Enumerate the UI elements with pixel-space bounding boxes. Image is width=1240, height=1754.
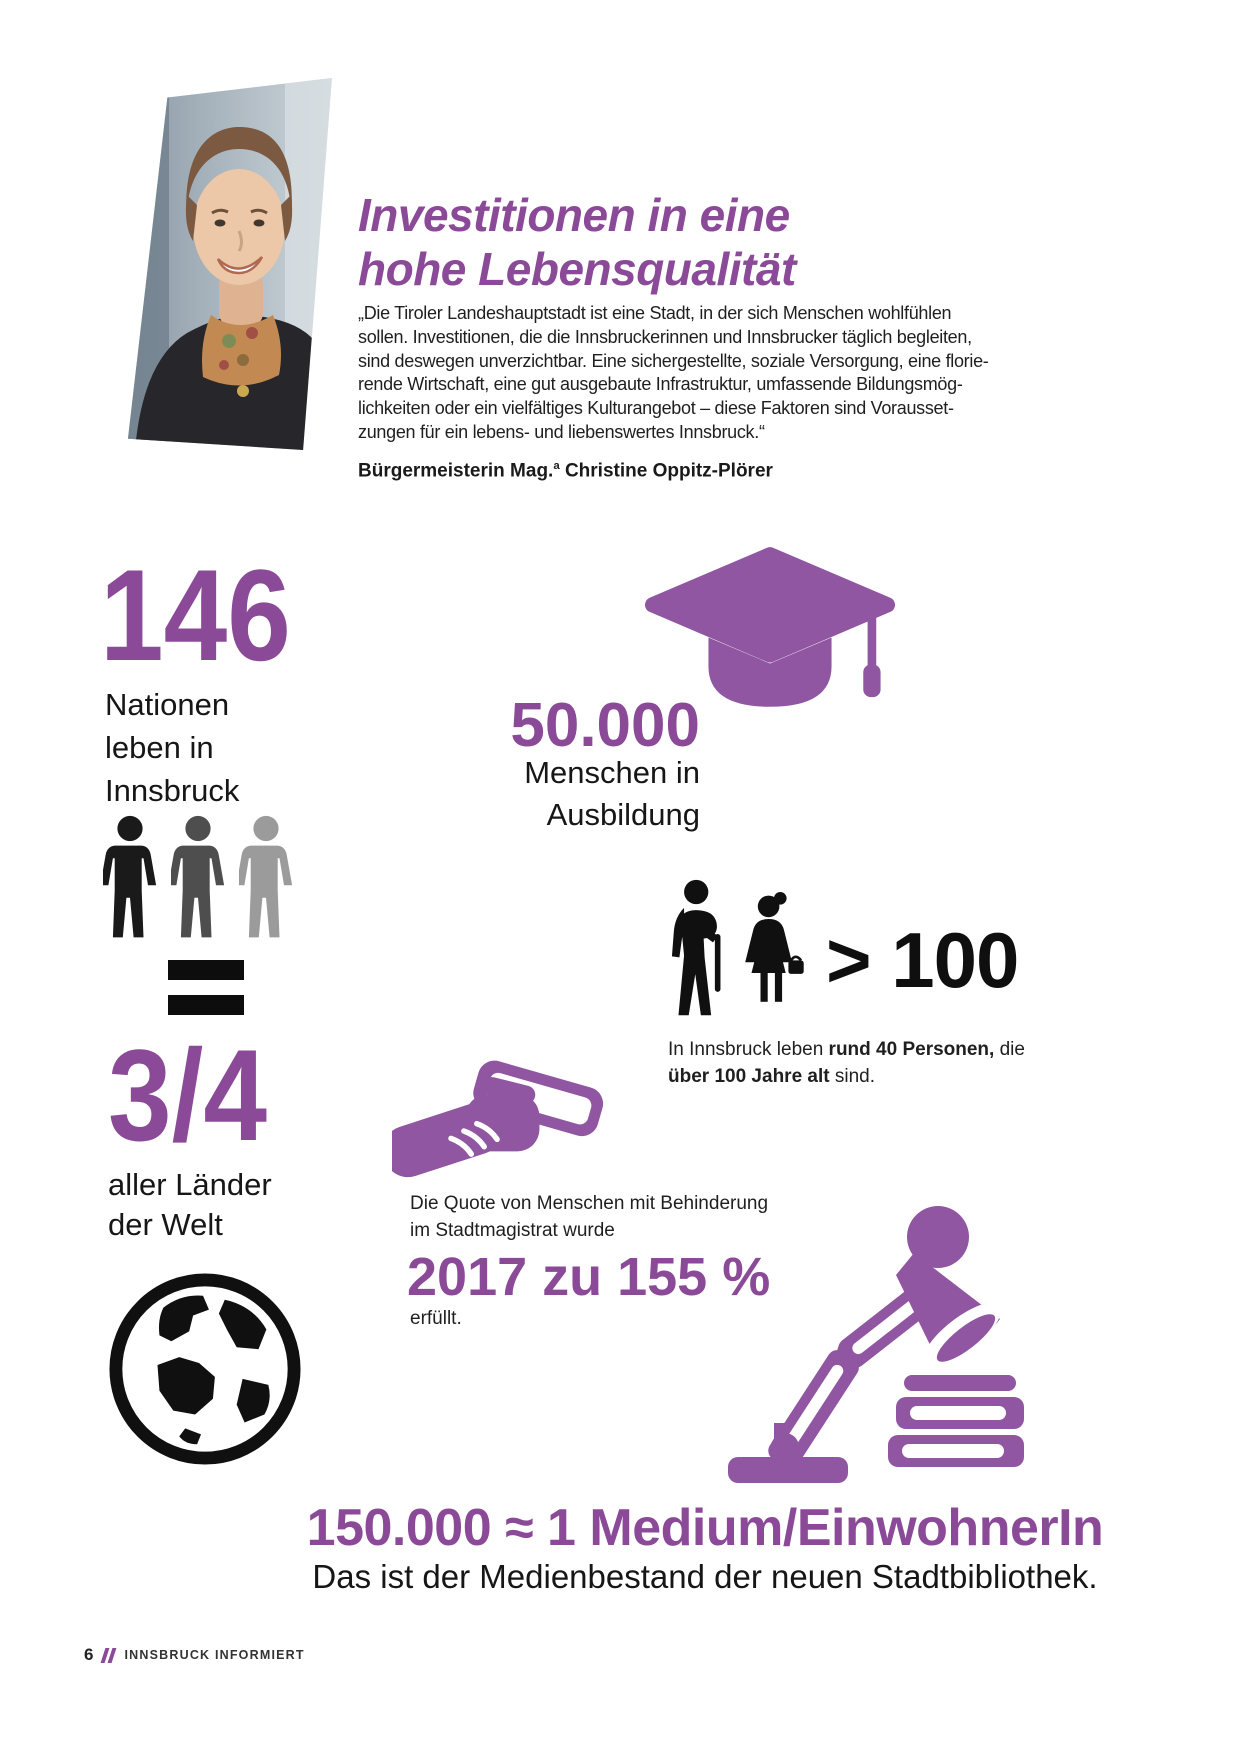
stat-disability-caption-line: im Stadtmagistrat wurde [410,1220,615,1241]
stat-library-headline: 150.000 ≈ 1 Medium/EinwohnerIn [306,1499,1104,1557]
caption-bold: rund 40 Personen, [828,1039,995,1060]
person-icons-row [103,815,293,941]
equals-bar [168,995,244,1015]
stat-nations-value: 146 [100,542,291,688]
attribution-name: Christine Oppitz-Plörer [559,460,773,482]
handshake-icon [392,1050,604,1190]
stat-education-label [420,752,700,836]
mayor-portrait-photo [125,75,337,450]
stat-fraction-label-line: der Welt [108,1207,223,1242]
person-icon [103,815,157,941]
quote-line: rende Wirtschaft, eine gut ausgebaute Infrastruktur, umfassende Bildungsmög- [358,374,963,395]
person-icon [171,815,225,941]
page-title [358,188,796,296]
attribution-prefix: Bürgermeisterin Mag. [358,460,554,482]
page-title-line1: Investitionen in eine [358,189,790,241]
elderly-woman-icon [736,892,812,1018]
quote-line: zungen für ein lebens- und liebenswertes Innsbruck.“ [358,421,765,442]
caption-text: die [994,1039,1025,1060]
quote-line: sind deswegen unverzichtbar. Eine sichergestellte, soziale Versorgung, eine florie- [358,350,989,371]
stat-nations-label-line: Nationen [105,687,230,722]
magazine-name: INNSBRUCK INFORMIERT [124,1648,305,1662]
page-title-line2: hohe Lebensqualität [358,243,796,295]
elderly-man-icon [660,878,738,1018]
stat-fraction-label [108,1165,272,1245]
stat-fraction-label-line: aller Länder [108,1167,272,1202]
globe-icon [106,1270,304,1468]
stat-fraction-value: 3/4 [108,1022,268,1168]
quote-line: lichkeiten oder ein vielfältiges Kulturangebot – diese Faktoren sind Vorausset- [358,398,954,419]
portrait-illustration [125,75,337,450]
quote-attribution [358,460,773,482]
quote-line: sollen. Investitionen, die die Innsbruckerinnen und Innsbrucker täglich begleiten, [358,326,972,347]
page-number: 6 [84,1645,94,1664]
footer-slash-icon [103,1648,114,1663]
stat-education-label-line: Menschen in [524,755,700,790]
equals-sign [168,960,244,1015]
stat-disability-value: 2017 zu 155 % [407,1247,771,1307]
stat-nations-label-line: Innsbruck [105,773,240,808]
mayor-quote [358,302,988,445]
stat-centenarians-value: > 100 [826,916,1019,1004]
caption-text: In Innsbruck leben [668,1039,829,1060]
stat-disability-caption-line: Die Quote von Menschen mit Behinderung [410,1193,769,1214]
stat-centenarians-caption [668,1036,1025,1090]
quote-line: „Die Tiroler Landeshauptstadt ist eine Stadt, in der sich Menschen wohlfühlen [358,303,952,323]
stat-disability-suffix: erfüllt. [410,1308,462,1329]
caption-bold: über 100 Jahre alt [668,1066,830,1087]
stat-education-label-line: Ausbildung [546,797,700,832]
equals-bar [168,960,244,980]
attribution-superscript: a [553,460,560,472]
stat-nations-label [105,683,239,812]
stat-library-subline: Das ist der Medienbestand der neuen Stadtbibliothek. [312,1558,1098,1595]
page-footer [84,1645,305,1665]
desk-lamp-icon [700,1125,1030,1490]
caption-text: sind. [829,1066,876,1087]
stat-education-value: 50.000 [510,691,700,760]
books-icon [888,1375,1024,1467]
person-icon [239,815,293,941]
stat-nations-label-line: leben in [105,730,214,765]
